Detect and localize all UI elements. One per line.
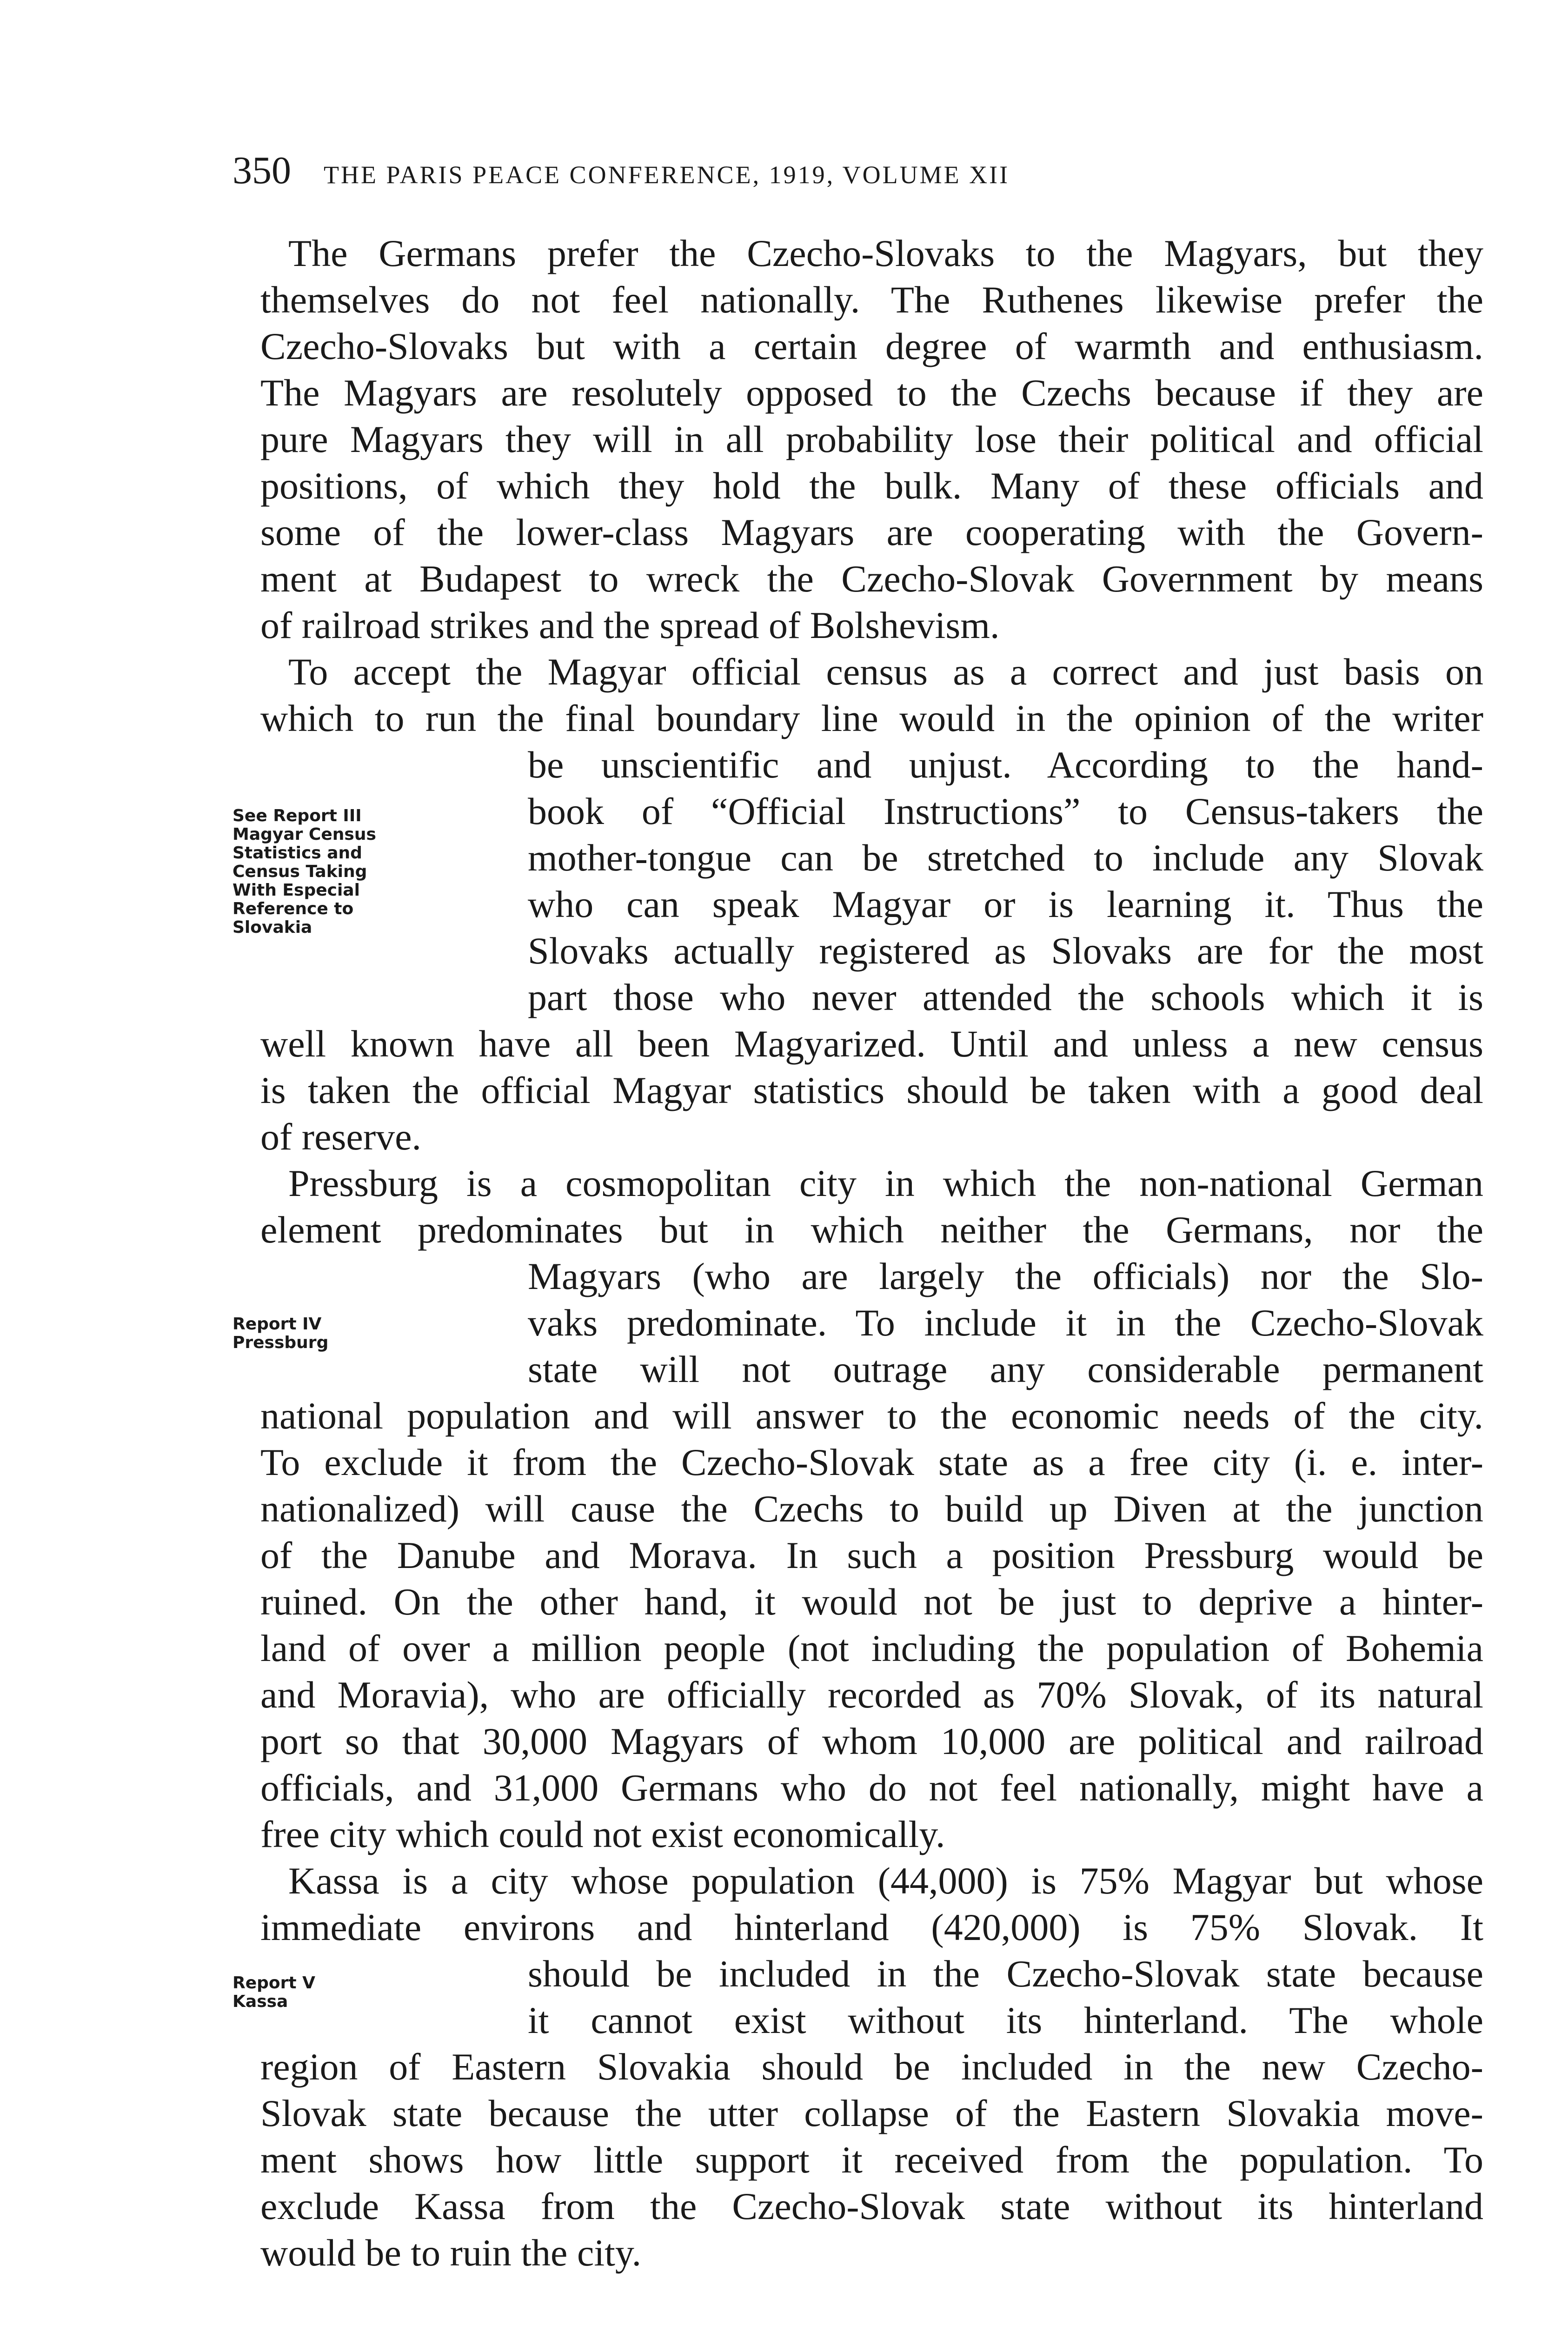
running-title: THE PARIS PEACE CONFERENCE, 1919, VOLUME XII: [324, 161, 1010, 189]
margin-note-line: Reference to: [233, 899, 354, 918]
text-line: who can speak Magyar or is learning it. Thus the: [528, 883, 1483, 925]
text-line: positions, of which they hold the bulk. Many of these officials and: [260, 465, 1483, 507]
margin-note-line: Magyar Census: [233, 825, 376, 844]
text-line: of the Danube and Morava. In such a position Pressburg would be: [260, 1534, 1483, 1576]
text-line: some of the lower-class Magyars are cooperating with the Govern-: [260, 511, 1483, 553]
text-line: element predominates but in which neither the Germans, nor the: [260, 1209, 1483, 1251]
text-line: national population and will answer to the economic needs of the city.: [260, 1395, 1483, 1437]
text-line: ment at Budapest to wreck the Czecho-Slovak Government by means: [260, 558, 1483, 600]
text-line: The Magyars are resolutely opposed to the Czechs because if they are: [260, 372, 1483, 414]
text-line: nationalized) will cause the Czechs to build up Diven at the junction: [260, 1488, 1483, 1530]
text-line: port so that 30,000 Magyars of whom 10,000 are political and railroad: [260, 1720, 1483, 1762]
text-line: should be included in the Czecho-Slovak state because: [528, 1953, 1483, 1995]
running-header: [233, 148, 1497, 190]
text-line: part those who never attended the schools which it is: [528, 976, 1483, 1018]
text-line: would be to ruin the city.: [260, 2232, 642, 2274]
text-line: of railroad strikes and the spread of Bolshevism.: [260, 604, 1000, 646]
text-line: land of over a million people (not including the population of Bohemia: [260, 1627, 1483, 1669]
text-line: book of “Official Instructions” to Census-takers the: [528, 790, 1483, 832]
text-line: ment shows how little support it received from the population. To: [260, 2139, 1483, 2181]
text-line: exclude Kassa from the Czecho-Slovak state without its hinterland: [260, 2185, 1483, 2227]
text-line: which to run the final boundary line would in the opinion of the writer: [260, 697, 1483, 739]
text-line: Slovak state because the utter collapse of the Eastern Slovakia move-: [260, 2092, 1483, 2134]
text-line: vaks predominate. To include it in the Czecho-Slovak: [528, 1302, 1483, 1344]
margin-note-line: With Especial: [233, 881, 360, 900]
text-line: immediate environs and hinterland (420,000) is 75% Slovak. It: [260, 1906, 1483, 1948]
margin-note-line: Report V: [233, 1973, 315, 1993]
margin-note-line: See Report III: [233, 806, 362, 825]
margin-note-line: Kassa: [233, 1992, 288, 2011]
text-line: The Germans prefer the Czecho-Slovaks to the Magyars, but they: [288, 232, 1483, 274]
text-line: To accept the Magyar official census as a correct and just basis on: [288, 651, 1483, 693]
text-line: To exclude it from the Czecho-Slovak state as a free city (i. e. inter-: [260, 1441, 1483, 1483]
margin-note-line: Statistics and: [233, 844, 362, 863]
text-line: state will not outrage any considerable permanent: [528, 1348, 1483, 1390]
text-line: free city which could not exist economically.: [260, 1813, 945, 1855]
text-line: Pressburg is a cosmopolitan city in which the non-national German: [288, 1162, 1483, 1204]
margin-note-line: Report IV: [233, 1315, 322, 1334]
text-line: pure Magyars they will in all probability lose their political and official: [260, 418, 1483, 460]
page-number: 350: [233, 149, 291, 192]
margin-note-report-v: [233, 1974, 315, 2011]
text-line: themselves do not feel nationally. The Ruthenes likewise prefer the: [260, 279, 1483, 321]
margin-note-report-iii: [233, 807, 376, 937]
text-line: mother-tongue can be stretched to include any Slovak: [528, 837, 1483, 879]
margin-note-report-iv: [233, 1315, 328, 1352]
text-line: is taken the official Magyar statistics should be taken with a good deal: [260, 1069, 1483, 1111]
text-line: be unscientific and unjust. According to the hand-: [528, 744, 1483, 786]
margin-note-line: Slovakia: [233, 918, 312, 937]
text-line: Magyars (who are largely the officials) nor the Slo-: [528, 1255, 1483, 1297]
text-line: Slovaks actually registered as Slovaks are for the most: [528, 930, 1483, 972]
text-line: of reserve.: [260, 1116, 422, 1158]
text-line: officials, and 31,000 Germans who do not feel nationally, might have a: [260, 1767, 1483, 1809]
margin-note-line: Pressburg: [233, 1333, 329, 1352]
text-line: ruined. On the other hand, it would not be just to deprive a hinter-: [260, 1581, 1483, 1623]
text-line: Czecho-Slovaks but with a certain degree of warmth and enthusiasm.: [260, 325, 1483, 367]
text-line: it cannot exist without its hinterland. The whole: [528, 1999, 1483, 2041]
text-line: region of Eastern Slovakia should be included in the new Czecho-: [260, 2046, 1483, 2088]
margin-note-line: Census Taking: [233, 862, 367, 881]
text-line: and Moravia), who are officially recorded as 70% Slovak, of its natural: [260, 1674, 1483, 1716]
text-line: well known have all been Magyarized. Until and unless a new census: [260, 1023, 1483, 1065]
text-line: Kassa is a city whose population (44,000) is 75% Magyar but whose: [288, 1860, 1483, 1902]
